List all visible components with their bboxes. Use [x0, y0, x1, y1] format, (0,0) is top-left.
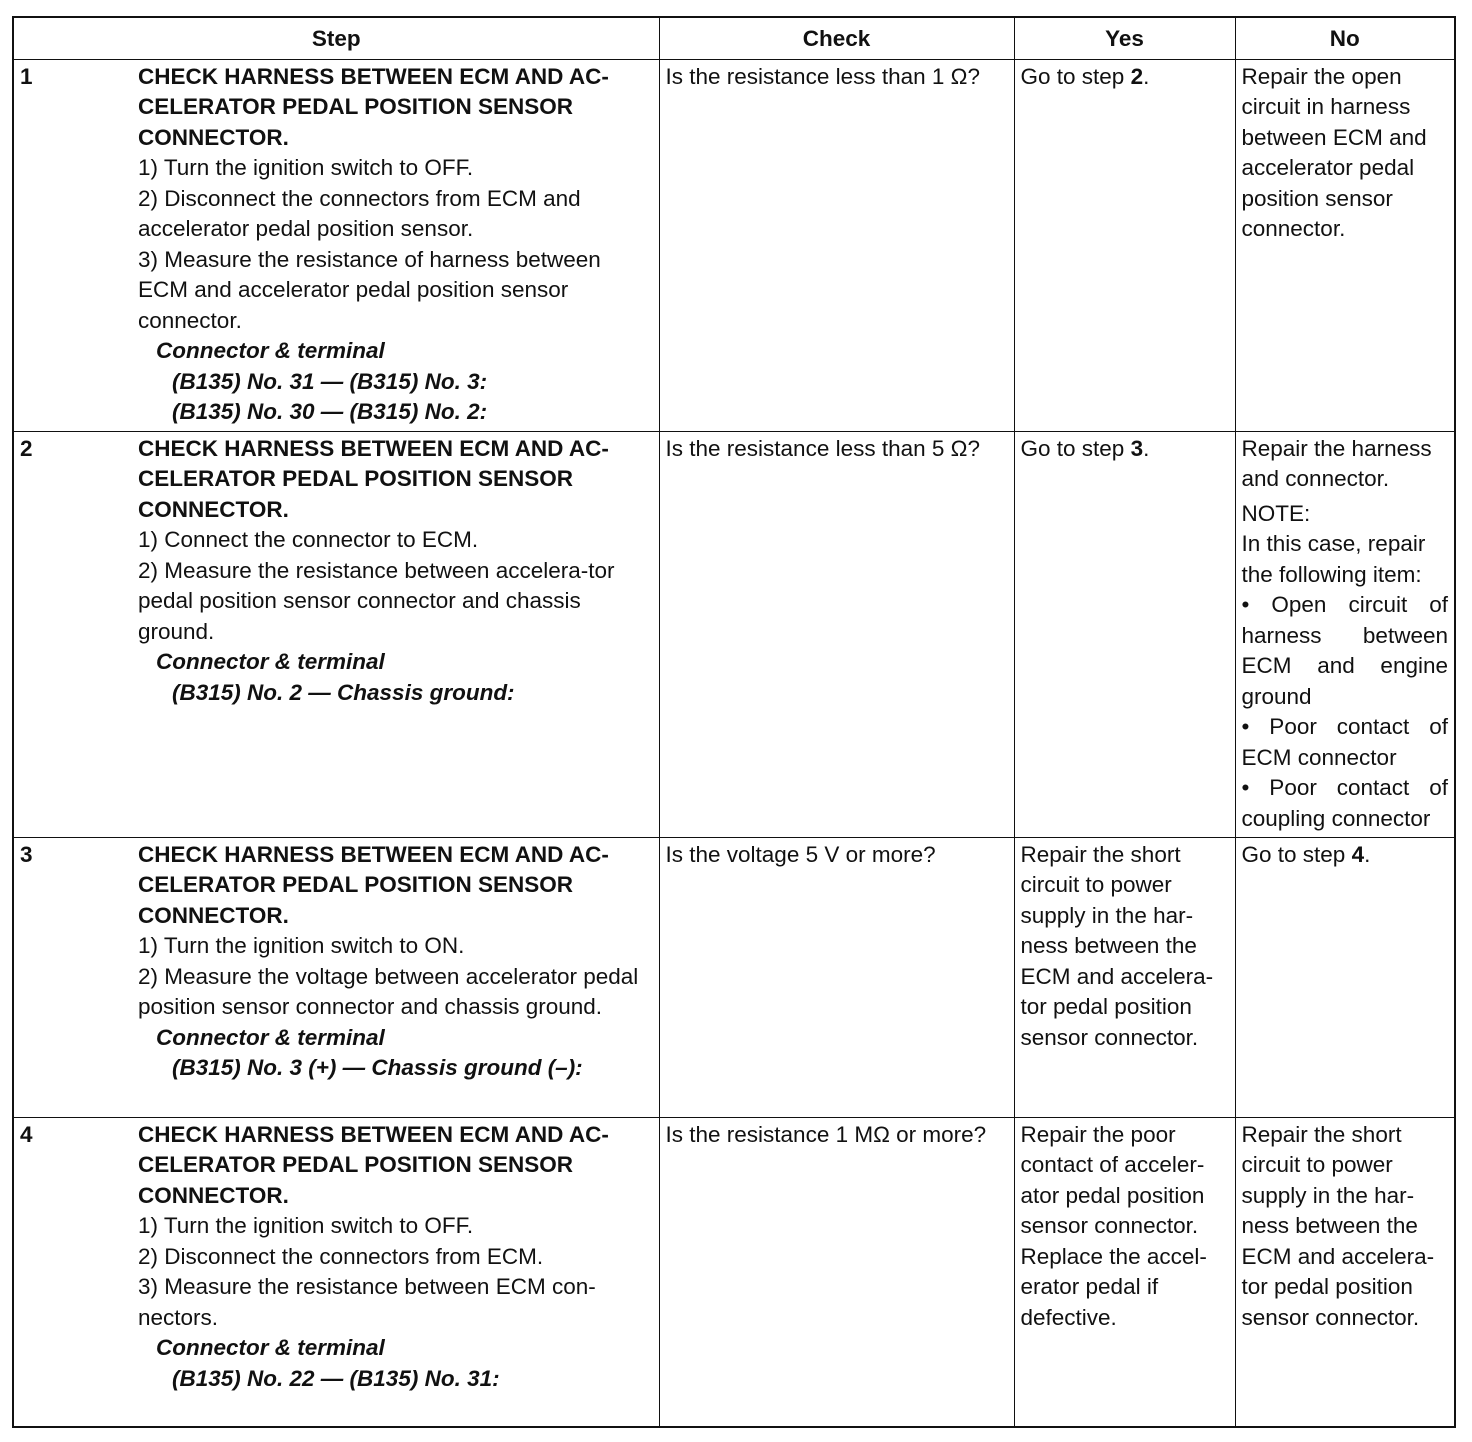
- yes-step-ref: 2: [1130, 63, 1144, 89]
- note-heading: NOTE:: [1241, 500, 1311, 526]
- step-title: CHECK HARNESS BETWEEN ECM AND AC-CELERATOR PEDAL POSITION SENSOR CONNECTOR.: [138, 841, 609, 928]
- no-text: Repair the harness and connector.: [1241, 435, 1432, 491]
- step-instruction: 2) Measure the resistance between accelera-tor pedal position sensor connector and chassis ground.: [138, 557, 615, 644]
- step-number: 4: [20, 1121, 33, 1147]
- step-instruction: 1) Connect the connector to ECM.: [138, 527, 479, 552]
- step-title: CHECK HARNESS BETWEEN ECM AND AC-CELERATOR PEDAL POSITION SENSOR CONNECTOR.: [138, 435, 609, 522]
- check-cell: Is the voltage 5 V or more?: [659, 837, 1014, 1117]
- step-number: 2: [20, 435, 33, 461]
- connector-line: (B315) No. 2 — Chassis ground:: [172, 679, 515, 705]
- connector-line: (B315) No. 3 (+) — Chassis ground (–):: [172, 1055, 583, 1080]
- note-item: • Poor contact of ECM connector: [1241, 714, 1448, 770]
- step-title: CHECK HARNESS BETWEEN ECM AND AC-CELERATOR PEDAL POSITION SENSOR CONNECTOR.: [138, 1121, 609, 1208]
- no-cell: [1235, 837, 1455, 1117]
- yes-step-ref: 3: [1130, 435, 1144, 461]
- step-cell: [13, 1117, 659, 1427]
- table-row: [13, 1117, 1455, 1427]
- no-step-ref: 4: [1351, 841, 1365, 867]
- step-number: 3: [20, 841, 33, 867]
- step-instruction: 3) Measure the resistance of harness between ECM and accelerator pedal position sensor connector.: [138, 246, 601, 333]
- check-cell: Is the resistance less than 1 Ω?: [659, 59, 1014, 431]
- step-instruction: 2) Disconnect the connectors from ECM.: [138, 1243, 544, 1269]
- header-step: Step: [13, 17, 659, 59]
- note-item: • Open circuit of harness between ECM and engine ground: [1241, 592, 1448, 709]
- yes-suffix: .: [1143, 435, 1150, 461]
- yes-cell: Repair the poor contact of acceler-ator pedal position sensor connector. Replace the accel-erator pedal if defective.: [1014, 1117, 1235, 1427]
- connector-title: Connector & terminal: [156, 1024, 385, 1050]
- step-instruction: 1) Turn the ignition switch to OFF.: [138, 155, 474, 180]
- connector-line: (B135) No. 30 — (B315) No. 2:: [172, 399, 488, 424]
- yes-prefix: Go to step: [1020, 435, 1131, 461]
- table-row: [13, 837, 1455, 1117]
- table-row: [13, 59, 1455, 431]
- step-title: CHECK HARNESS BETWEEN ECM AND AC-CELERATOR PEDAL POSITION SENSOR CONNECTOR.: [138, 63, 609, 150]
- yes-cell: [1014, 431, 1235, 837]
- step-cell: [13, 837, 659, 1117]
- no-prefix: Go to step: [1241, 841, 1352, 867]
- yes-suffix: .: [1143, 63, 1150, 89]
- yes-cell: [1014, 59, 1235, 431]
- step-instruction: 2) Disconnect the connectors from ECM and accelerator pedal position sensor.: [138, 185, 581, 241]
- note-intro: In this case, repair the following item:: [1241, 531, 1426, 587]
- no-cell: Repair the open circuit in harness between ECM and accelerator pedal position sensor connector.: [1235, 59, 1455, 431]
- connector-title: Connector & terminal: [156, 338, 385, 363]
- check-cell: Is the resistance 1 MΩ or more?: [659, 1117, 1014, 1427]
- step-cell: [13, 59, 659, 431]
- check-cell: Is the resistance less than 5 Ω?: [659, 431, 1014, 837]
- header-check: Check: [659, 17, 1014, 59]
- connector-title: Connector & terminal: [156, 1335, 385, 1360]
- step-instruction: 3) Measure the resistance between ECM con-nectors.: [138, 1274, 596, 1330]
- connector-title: Connector & terminal: [156, 649, 385, 674]
- yes-prefix: Go to step: [1020, 63, 1131, 89]
- connector-line: (B135) No. 31 — (B315) No. 3:: [172, 368, 488, 394]
- header-yes: Yes: [1014, 17, 1235, 59]
- step-instruction: 2) Measure the voltage between accelerator pedal position sensor connector and chassis ground.: [138, 963, 639, 1019]
- note-item: • Poor contact of coupling connector: [1241, 775, 1448, 831]
- table-row: [13, 431, 1455, 837]
- header-no: No: [1235, 17, 1455, 59]
- no-cell: Repair the short circuit to power supply in the har-ness between the ECM and accelera-tor pedal position sensor connector.: [1235, 1117, 1455, 1427]
- no-cell: [1235, 431, 1455, 837]
- yes-cell: Repair the short circuit to power supply in the har-ness between the ECM and accelera-tor pedal position sensor connector.: [1014, 837, 1235, 1117]
- diagnostic-table: [12, 16, 1456, 1428]
- connector-line: (B135) No. 22 — (B135) No. 31:: [172, 1365, 500, 1391]
- step-cell: [13, 431, 659, 837]
- no-suffix: .: [1364, 841, 1371, 867]
- step-instruction: 1) Turn the ignition switch to OFF.: [138, 1213, 474, 1238]
- header-row: [13, 17, 1455, 59]
- step-number: 1: [20, 63, 33, 89]
- step-instruction: 1) Turn the ignition switch to ON.: [138, 933, 465, 958]
